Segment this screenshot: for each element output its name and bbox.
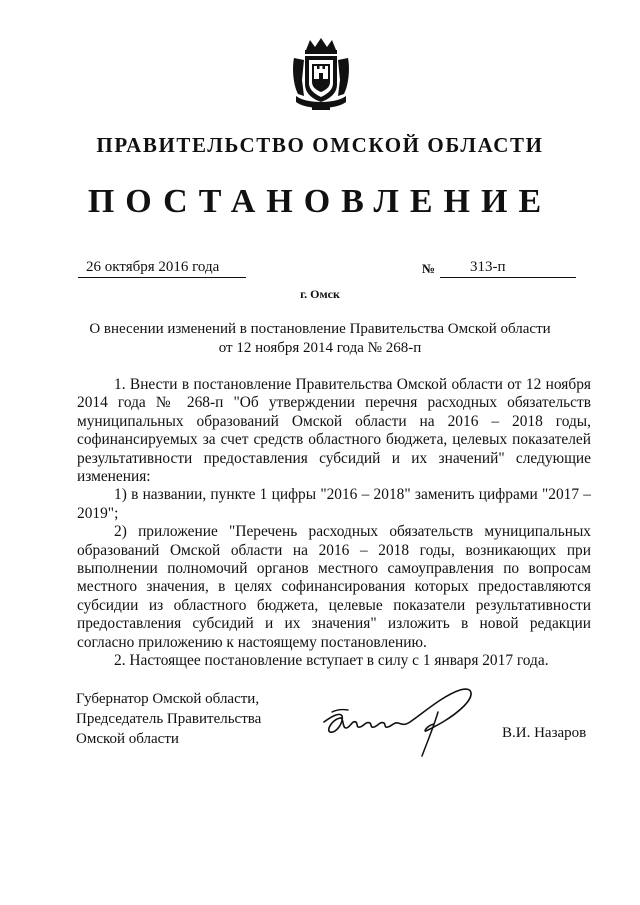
body-paragraph: 2) приложение "Перечень расходных обязательств муниципальных образований Омской области на 2016 – 2018 годы, возникающих при выполнении полномочий органов местного самоуправления по вопросам местного значения, в целях софинансирования которых предоставляются субсидии из областного бюджета, целевые показатели результативности предоставления субсидий и их значения" изложить в новой редакции согласно приложению к настоящему постановлению.: [77, 523, 591, 651]
signer-position-line-3: Омской области: [76, 731, 179, 747]
body-paragraph: 1) в названии, пункте 1 цифры "2016 – 2018" заменить цифрами "2017 – 2019";: [77, 486, 591, 522]
subject-line-2: от 12 ноября 2014 года № 268-п: [218, 340, 422, 356]
subject-line-1: О внесении изменений в постановление Правительства Омской области: [89, 321, 551, 337]
signer-position-line-1: Губернатор Омской области,: [76, 691, 260, 707]
city-label: г. Омск: [300, 287, 340, 301]
signer-position: [76, 689, 261, 749]
number-sign: №: [422, 261, 436, 276]
document-body: [77, 376, 591, 671]
signer-name: В.И. Назаров: [502, 725, 587, 741]
signer-position-line-2: Председатель Правительства: [76, 711, 262, 727]
handwritten-signature-icon: [318, 682, 480, 760]
body-paragraph: 1. Внести в постановление Правительства Омской области от 12 ноября 2014 года № 268-п "Об утверждении перечня расходных обязательств муниципальных образований Омской области на 2016 – 2018 годы, софинансируемых за счет средств областного бюджета, целевых показателей результативности предоставления субсидий и их значений" следующие изменения:: [77, 376, 591, 486]
document-subject: [70, 320, 570, 358]
document-date: 26 октября 2016 года: [78, 259, 246, 278]
document-number: 313-п: [440, 259, 576, 278]
document-type-title: ПОСТАНОВЛЕНИЕ: [87, 183, 553, 220]
coat-of-arms-icon: [290, 36, 352, 112]
authority-name: ПРАВИТЕЛЬСТВО ОМСКОЙ ОБЛАСТИ: [96, 133, 544, 157]
body-paragraph: 2. Настоящее постановление вступает в силу с 1 января 2017 года.: [114, 652, 549, 670]
